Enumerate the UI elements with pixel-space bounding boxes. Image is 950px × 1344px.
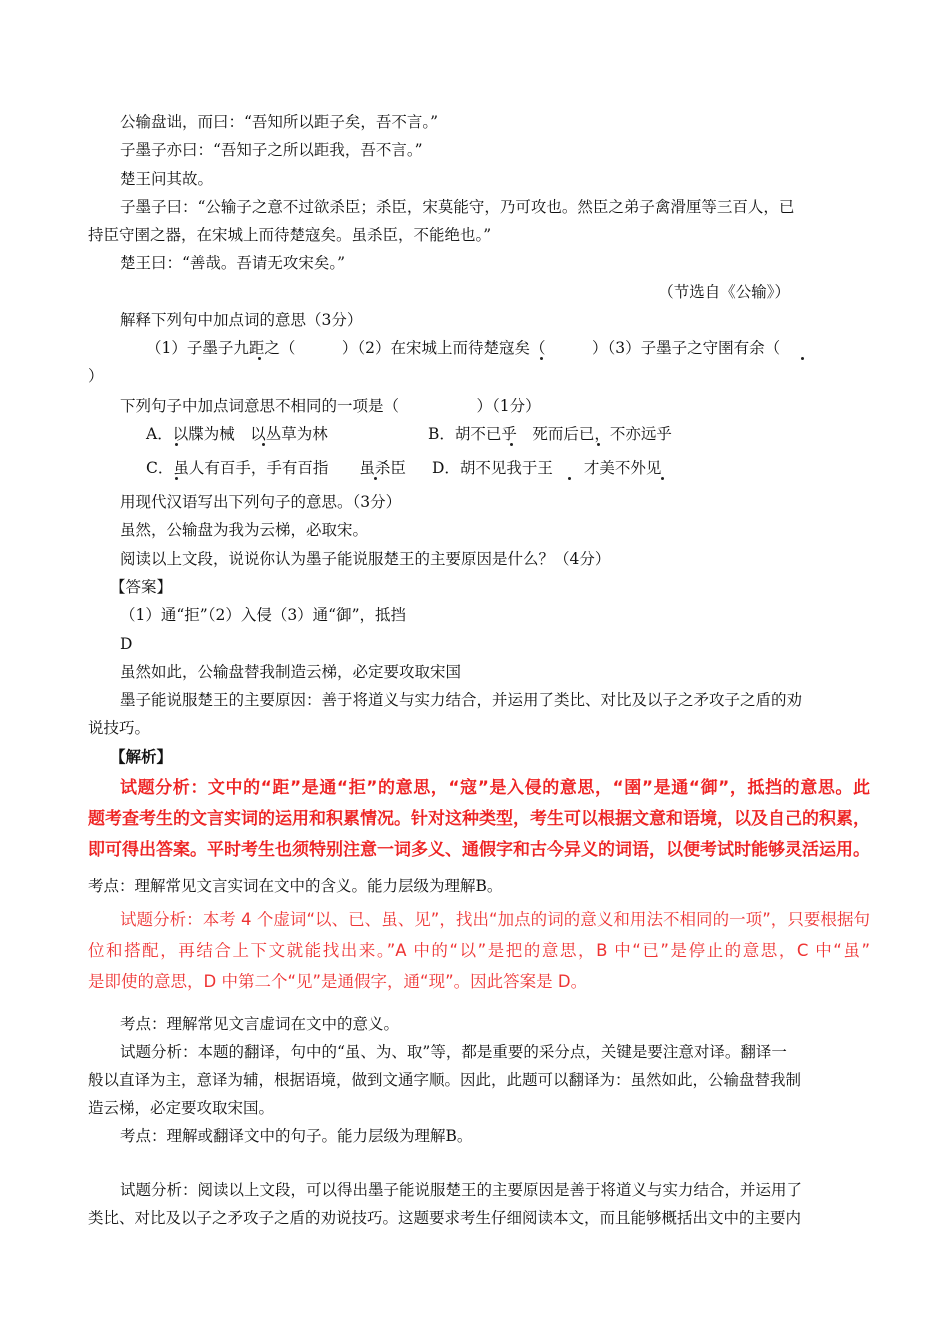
analysis-4-line: 类比、对比及以子之矛攻子之盾的劝说技巧。这题要求考生仔细阅读本文，而且能够概括出文中的主要内 (88, 1209, 802, 1227)
emphasis-dot (175, 477, 178, 480)
analysis-3-line: 造云梯，必定要攻取宋国。 (88, 1099, 275, 1117)
analysis-1-red (88, 773, 870, 866)
emphasis-dot (540, 357, 543, 360)
question-2-option-b: B．胡不已乎 死而后已，不亦远乎 (428, 425, 672, 443)
passage-line: 子墨子曰：“公输子之意不过欲杀臣；杀臣，宋莫能守，乃可攻也。然臣之弟子禽滑厘等三百人，已 (120, 198, 795, 216)
emphasis-dot (597, 443, 600, 446)
analysis-3-line: 般以直译为主，意译为辅，根据语境，做到文通字顺。因此，此题可以翻译为：虽然如此，公输盘替我制 (88, 1071, 802, 1089)
analysis-1-line: 试题分析：文中的“距”是通“拒”的意思，“寇”是入侵的意思，“圉”是通“御”，抵挡的意思。此 (120, 778, 870, 798)
analysis-2-red (88, 904, 870, 997)
emphasis-dot (262, 443, 265, 446)
answer-3: 虽然如此，公输盘替我制造云梯，必定要攻取宋国 (120, 663, 462, 681)
analysis-1-point: 考点：理解常见文言实词在文中的含义。能力层级为理解B。 (88, 877, 503, 895)
analysis-1-line: 题考查考生的文言实词的运用和积累情况。针对这种类型，考生可以根据文意和语境，以及自己的积累， (88, 809, 870, 829)
answer-1: （1）通“拒”（2）入侵（3）通“御”，抵挡 (120, 606, 407, 624)
answer-heading: 【答案】 (110, 578, 173, 596)
analysis-3-point: 考点：理解或翻译文中的句子。能力层级为理解B。 (120, 1127, 473, 1145)
answer-4-cont: 说技巧。 (88, 719, 151, 737)
question-2-option-c: C．虽人有百手，手有百指 虽杀臣 (146, 459, 406, 477)
analysis-2-point: 考点：理解常见文言虚词在文中的意义。 (120, 1015, 400, 1033)
emphasis-dot (510, 443, 513, 446)
answer-4: 墨子能说服楚王的主要原因：善于将道义与实力结合，并运用了类比、对比及以子之矛攻子之盾的劝 (120, 691, 803, 709)
passage-line: 公输盘诎，而曰：“吾知所以距子矣，吾不言。” (120, 113, 439, 131)
emphasis-dot (258, 357, 261, 360)
passage-line: 持臣守圉之器，在宋城上而待楚寇矣。虽杀臣，不能绝也。” (88, 226, 492, 244)
question-3-prompt: 用现代汉语写出下列句子的意思。（3分） (120, 493, 402, 511)
analysis-3-line: 试题分析：本题的翻译，句中的“虽、为、取”等，都是重要的采分点，关键是要注意对译。翻译一 (120, 1043, 787, 1061)
emphasis-dot (175, 443, 178, 446)
question-1-items-end: ） (88, 367, 104, 385)
analysis-4-line: 试题分析：阅读以上文段，可以得出墨子能说服楚王的主要原因是善于将道义与实力结合，并运用了 (120, 1181, 803, 1199)
analysis-heading: 【解析】 (110, 747, 173, 766)
question-1-items: （1）子墨子九距之（ ）（2）在宋城上而待楚寇矣（ ）（3）子墨子之守圉有余（ (146, 339, 781, 357)
passage-line: 楚王问其故。 (120, 170, 214, 188)
question-1-prompt: 解释下列句中加点词的意思（3分） (120, 311, 363, 329)
analysis-2-line: 是即使的意思，D 中第二个“见”是通假字，通“现”。因此答案是 D。 (88, 972, 588, 991)
analysis-2-line: 位和搭配，再结合上下文就能找出来。”A 中的“以”是把的意思，B 中“已”是停止的意思，C 中“虽” (88, 941, 870, 960)
analysis-2-line: 试题分析：本考 4 个虚词“以、已、虽、见”，找出“加点的词的意义和用法不相同的一项”，只要根据句 (120, 910, 870, 929)
emphasis-dot (801, 357, 804, 360)
question-4-prompt: 阅读以上文段，说说你认为墨子能说服楚王的主要原因是什么？（4分） (120, 550, 611, 568)
emphasis-dot (374, 477, 377, 480)
question-3-sentence: 虽然，公输盘为我为云梯，必取宋。 (120, 521, 369, 539)
question-2-prompt: 下列句子中加点词意思不相同的一项是（ ）（1分） (120, 397, 541, 415)
passage-line: 子墨子亦曰：“吾知子之所以距我，吾不言。” (120, 141, 423, 159)
emphasis-dot (661, 477, 664, 480)
analysis-1-line: 即可得出答案。平时考生也须特别注意一词多义、通假字和古今异义的词语，以便考试时能够灵活运用。 (88, 840, 870, 860)
question-2-option-a: A．以牒为械 以丛草为林 (146, 425, 328, 443)
emphasis-dot (568, 477, 571, 480)
answer-2: D (120, 635, 133, 653)
question-2-option-d: D．胡不见我于王 才美不外见 (432, 459, 662, 477)
source-citation: （节选自《公输》） (658, 283, 790, 301)
passage-line: 楚王曰：“善哉。吾请无攻宋矣。” (120, 254, 346, 272)
